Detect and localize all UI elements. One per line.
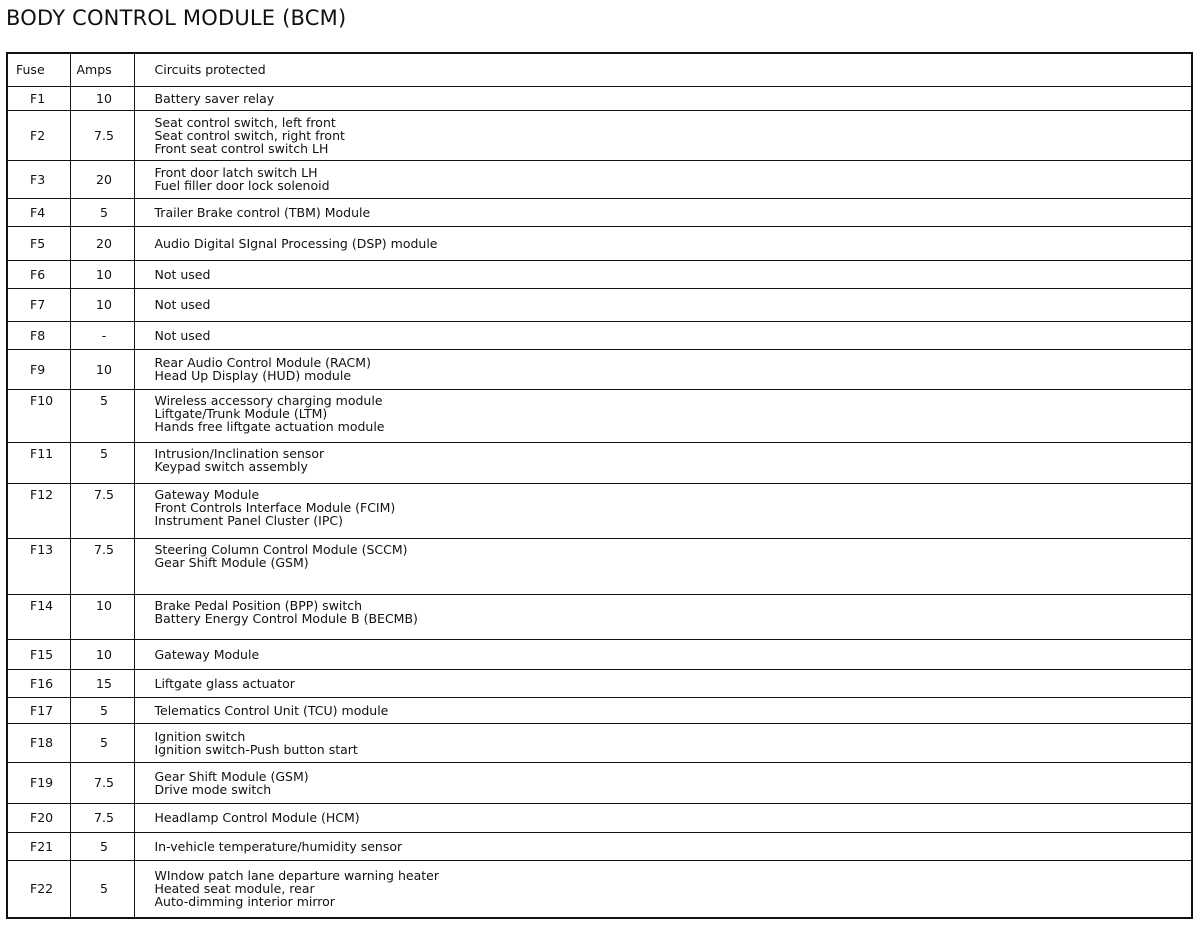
circuits-cell bbox=[134, 538, 1192, 594]
amps-cell: 7.5 bbox=[70, 762, 134, 803]
fuse-id-cell: F16 bbox=[7, 669, 70, 697]
table-header-row bbox=[7, 53, 1192, 86]
amps-cell: 20 bbox=[70, 226, 134, 260]
circuit-line: Keypad switch assembly bbox=[154, 458, 308, 474]
table-row bbox=[7, 697, 1192, 723]
circuits-cell bbox=[134, 860, 1192, 918]
fuse-id-cell: F22 bbox=[7, 860, 70, 918]
circuits-cell bbox=[134, 669, 1192, 697]
fuse-id-cell: F14 bbox=[7, 594, 70, 639]
circuit-line: Audio Digital SIgnal Processing (DSP) module bbox=[154, 235, 438, 251]
fuse-id-cell: F19 bbox=[7, 762, 70, 803]
circuits-cell bbox=[134, 594, 1192, 639]
table-row bbox=[7, 349, 1192, 389]
circuits-cell bbox=[134, 639, 1192, 669]
amps-cell: 10 bbox=[70, 86, 134, 110]
circuit-line: Gear Shift Module (GSM) bbox=[154, 554, 309, 570]
fuse-id-cell: F2 bbox=[7, 110, 70, 160]
fuse-id-cell: F20 bbox=[7, 803, 70, 832]
table-row bbox=[7, 442, 1192, 483]
amps-cell: 5 bbox=[70, 832, 134, 860]
fuse-id-cell: F12 bbox=[7, 483, 70, 538]
table-row bbox=[7, 86, 1192, 110]
amps-cell: 5 bbox=[70, 860, 134, 918]
amps-cell: 5 bbox=[70, 697, 134, 723]
circuits-cell bbox=[134, 110, 1192, 160]
circuit-line: Front Controls Interface Module (FCIM) bbox=[154, 499, 396, 515]
amps-cell: 10 bbox=[70, 349, 134, 389]
table-row bbox=[7, 226, 1192, 260]
circuit-line: Ignition switch-Push button start bbox=[154, 741, 358, 757]
amps-cell: 10 bbox=[70, 260, 134, 288]
circuit-line: Gateway Module bbox=[154, 646, 260, 662]
circuits-cell bbox=[134, 198, 1192, 226]
circuits-cell bbox=[134, 86, 1192, 110]
circuit-line: Liftgate glass actuator bbox=[154, 675, 295, 691]
page-title: BODY CONTROL MODULE (BCM) bbox=[6, 6, 347, 30]
table-row bbox=[7, 321, 1192, 349]
table-row bbox=[7, 198, 1192, 226]
circuit-line: Not used bbox=[154, 297, 211, 312]
table-row bbox=[7, 639, 1192, 669]
amps-cell: 10 bbox=[70, 639, 134, 669]
table-row bbox=[7, 538, 1192, 594]
fuse-id-cell: F4 bbox=[7, 198, 70, 226]
circuits-cell bbox=[134, 762, 1192, 803]
table-row bbox=[7, 860, 1192, 918]
circuit-line: Not used bbox=[154, 266, 211, 282]
circuits-cell bbox=[134, 483, 1192, 538]
table-row bbox=[7, 110, 1192, 160]
circuit-line: Heated seat module, rear bbox=[154, 881, 315, 897]
circuit-line: Drive mode switch bbox=[154, 781, 272, 797]
amps-cell: 15 bbox=[70, 669, 134, 697]
circuits-cell bbox=[134, 389, 1192, 442]
circuit-line: In-vehicle temperature/humidity sensor bbox=[154, 838, 403, 854]
fuse-id-cell: F18 bbox=[7, 723, 70, 762]
circuit-line: Steering Column Control Module (SCCM) bbox=[154, 541, 408, 557]
circuit-line: Hands free liftgate actuation module bbox=[154, 418, 385, 434]
circuits-cell bbox=[134, 442, 1192, 483]
fuse-id-cell: F6 bbox=[7, 260, 70, 288]
fuse-table-container bbox=[6, 52, 1193, 913]
circuits-cell bbox=[134, 697, 1192, 723]
fuse-id-cell: F21 bbox=[7, 832, 70, 860]
amps-cell: 5 bbox=[70, 389, 134, 442]
circuit-line: Telematics Control Unit (TCU) module bbox=[154, 702, 389, 718]
amps-cell: 5 bbox=[70, 442, 134, 483]
circuit-line: Headlamp Control Module (HCM) bbox=[154, 810, 360, 825]
circuit-line: Auto-dimming interior mirror bbox=[154, 894, 335, 910]
amps-cell: 20 bbox=[70, 160, 134, 198]
amps-cell: 7.5 bbox=[70, 110, 134, 160]
table-row bbox=[7, 669, 1192, 697]
circuit-line: Battery Energy Control Module B (BECMB) bbox=[154, 610, 418, 626]
circuit-line: Rear Audio Control Module (RACM) bbox=[154, 355, 371, 370]
fuse-id-cell: F7 bbox=[7, 288, 70, 321]
fuse-id-cell: F1 bbox=[7, 86, 70, 110]
amps-cell: 10 bbox=[70, 288, 134, 321]
table-row bbox=[7, 483, 1192, 538]
circuit-line: Front seat control switch LH bbox=[154, 140, 329, 156]
circuits-cell bbox=[134, 288, 1192, 321]
circuit-line: Intrusion/Inclination sensor bbox=[154, 445, 325, 461]
fuse-id-cell: F15 bbox=[7, 639, 70, 669]
amps-cell: 7.5 bbox=[70, 483, 134, 538]
fuse-id-cell: F11 bbox=[7, 442, 70, 483]
fuse-id-cell: F13 bbox=[7, 538, 70, 594]
circuits-cell bbox=[134, 723, 1192, 762]
header-circuits: Circuits protected bbox=[134, 53, 1192, 86]
circuits-cell bbox=[134, 349, 1192, 389]
circuits-cell bbox=[134, 832, 1192, 860]
header-fuse: Fuse bbox=[7, 53, 70, 86]
amps-cell: 10 bbox=[70, 594, 134, 639]
fuse-id-cell: F3 bbox=[7, 160, 70, 198]
circuits-cell bbox=[134, 803, 1192, 832]
table-row bbox=[7, 803, 1192, 832]
table-body bbox=[7, 86, 1192, 918]
fuse-id-cell: F10 bbox=[7, 389, 70, 442]
fuse-id-cell: F8 bbox=[7, 321, 70, 349]
amps-cell: - bbox=[70, 321, 134, 349]
circuit-line: WIndow patch lane departure warning heater bbox=[154, 868, 439, 884]
fuse-table bbox=[6, 52, 1193, 919]
table-row bbox=[7, 260, 1192, 288]
circuit-line: Gateway Module bbox=[154, 486, 260, 502]
table-row bbox=[7, 723, 1192, 762]
circuit-line: Gear Shift Module (GSM) bbox=[154, 768, 309, 784]
circuits-cell bbox=[134, 321, 1192, 349]
table-row bbox=[7, 762, 1192, 803]
circuits-cell bbox=[134, 260, 1192, 288]
amps-cell: 5 bbox=[70, 723, 134, 762]
circuit-line: Liftgate/Trunk Module (LTM) bbox=[154, 405, 328, 421]
amps-cell: 7.5 bbox=[70, 803, 134, 832]
circuit-line: Ignition switch bbox=[154, 728, 246, 744]
fuse-id-cell: F9 bbox=[7, 349, 70, 389]
amps-cell: 7.5 bbox=[70, 538, 134, 594]
fuse-id-cell: F5 bbox=[7, 226, 70, 260]
circuit-line: Wireless accessory charging module bbox=[154, 392, 383, 408]
circuit-line: Fuel filler door lock solenoid bbox=[154, 178, 330, 193]
circuit-line: Not used bbox=[154, 327, 211, 343]
table-row bbox=[7, 389, 1192, 442]
table-row bbox=[7, 288, 1192, 321]
fuse-id-cell: F17 bbox=[7, 697, 70, 723]
circuit-line: Front door latch switch LH bbox=[154, 165, 318, 180]
circuit-line: Seat control switch, left front bbox=[154, 114, 336, 130]
header-amps: Amps bbox=[70, 53, 134, 86]
circuit-line: Instrument Panel Cluster (IPC) bbox=[154, 512, 343, 528]
table-row bbox=[7, 160, 1192, 198]
circuit-line: Seat control switch, right front bbox=[154, 127, 345, 143]
circuit-line: Brake Pedal Position (BPP) switch bbox=[154, 597, 363, 613]
circuits-cell bbox=[134, 226, 1192, 260]
table-row bbox=[7, 594, 1192, 639]
circuit-line: Trailer Brake control (TBM) Module bbox=[154, 204, 371, 220]
circuit-line: Head Up Display (HUD) module bbox=[154, 368, 352, 383]
table-row bbox=[7, 832, 1192, 860]
amps-cell: 5 bbox=[70, 198, 134, 226]
circuits-cell bbox=[134, 160, 1192, 198]
circuit-line: Battery saver relay bbox=[154, 90, 275, 106]
